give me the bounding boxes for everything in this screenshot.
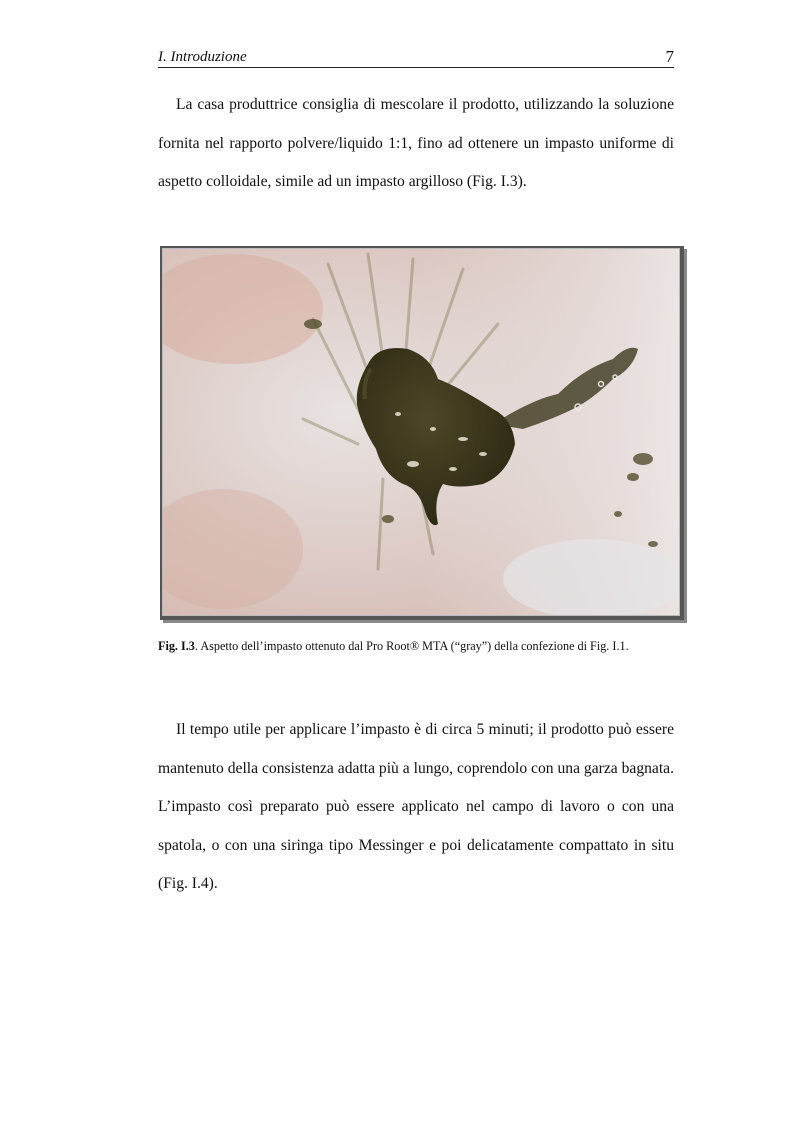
figure-frame (160, 246, 684, 620)
page-number: 7 (665, 47, 674, 66)
paragraph-mixing: La casa produttrice consiglia di mescolare il prodotto, utilizzando la soluzione fornita nel rapporto polvere/liquido 1:1, fino ad ottenere un impasto uniforme di aspetto colloidale, simile ad un impasto argilloso (Fig. I.3). (158, 96, 674, 190)
chapter-title: I. Introduzione (158, 49, 247, 65)
running-header (158, 47, 674, 68)
figure-caption (158, 639, 674, 654)
figure-caption-text: . Aspetto dell’impasto ottenuto dal Pro Root® MTA (“gray”) della confezione di Fig. I.1. (194, 639, 629, 653)
figure-label: Fig. I.3 (158, 639, 195, 653)
figure-photo-mta-paste (162, 248, 680, 616)
paragraph-application: Il tempo utile per applicare l’impasto è di circa 5 minuti; il prodotto può essere mantenuto della consistenza adatta più a lungo, coprendolo con una garza bagnata. L’impasto così preparato può essere applicato nel campo di lavoro o con una spatola, o con una siringa tipo Messinger e poi delicatamente compattato in situ (Fig. I.4). (158, 721, 674, 892)
photo-illustration (163, 249, 679, 615)
